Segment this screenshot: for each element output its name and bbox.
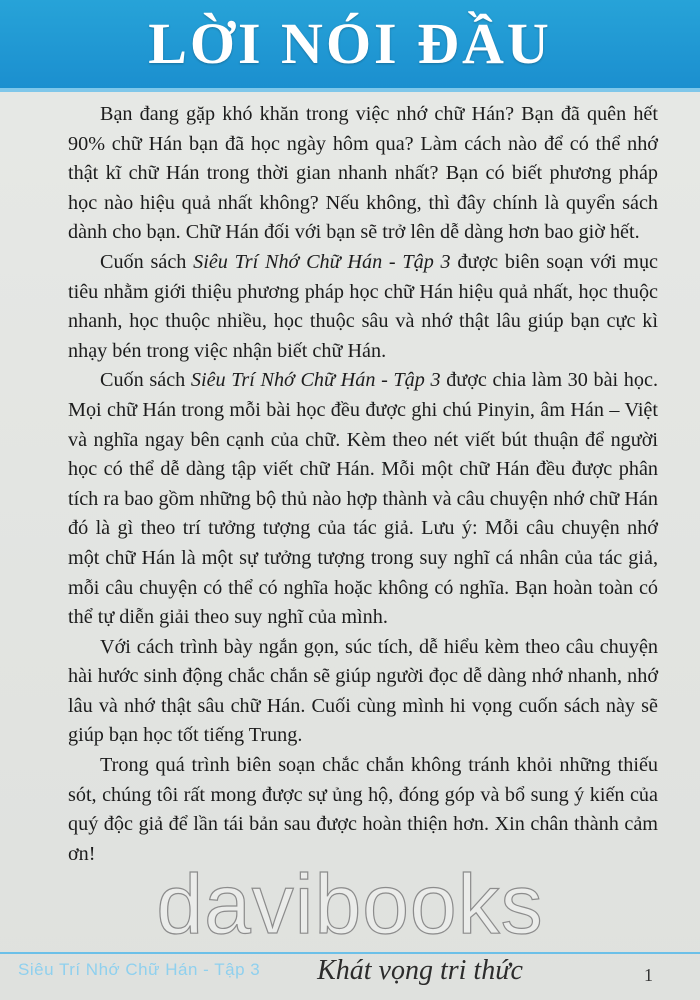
paragraph-5 (68, 751, 658, 869)
paragraph-3 (68, 366, 658, 632)
page-title: LỜI NÓI ĐẦU (148, 11, 552, 76)
paragraph-text: Bạn đang gặp khó khăn trong việc nhớ chữ Hán? Bạn đã quên hết 90% chữ Hán bạn đã học ngày hôm qua? Làm cách nào để có thể nhớ thật kĩ chữ Hán trong thời gian nhanh nhất? Bạn có biết phương pháp học nào hiệu quả nhất không? Nếu không, thì đây chính là quyển sách dành cho bạn. Chữ Hán đối với bạn sẽ trở lên dễ dàng hơn bao giờ hết. (68, 103, 658, 244)
header-band (0, 0, 700, 92)
paragraph-text: Cuốn sách (100, 369, 191, 392)
paragraph-2 (68, 248, 658, 366)
paragraph-text: được chia làm 30 bài học. Mọi chữ Hán trong mỗi bài học đều được ghi chú Pinyin, âm Hán – Việt và nghĩa ngay bên cạnh của chữ. Kèm theo nét viết bút thuận để người học có thể dễ dàng tập viết chữ Hán. Mỗi một chữ Hán đều được phân tích ra bao gồm những bộ thủ nào hợp thành và câu chuyện nhớ chữ Hán đó là gì theo trí tưởng tượng của tác giả. Lưu ý: Mỗi câu chuyện nhớ một chữ Hán là một sự tưởng tượng trong suy nghĩ cá nhân của tác giả, mỗi câu chuyện có thể có nghĩa hoặc không có nghĩa. Bạn hoàn toàn có thể tự diễn giải theo suy nghĩ của mình. (68, 369, 658, 629)
watermark-brand: davibooks (156, 857, 544, 951)
watermark-tagline: Khát vọng tri thức (317, 955, 523, 986)
paragraph-text: Cuốn sách (100, 250, 194, 273)
running-title: Siêu Trí Nhớ Chữ Hán - Tập 3 (18, 960, 261, 979)
paragraph-text: được biên soạn với mục tiêu nhằm giới thiệu phương pháp học chữ Hán hiệu quả nhất, học thuộc nhanh, học thuộc nhiều, học thuộc sâu và nhớ thật lâu giúp bạn cực kì nhạy bén trong việc nhận biết chữ Hán. (68, 250, 658, 362)
book-title-italic: Siêu Trí Nhớ Chữ Hán - Tập 3 (193, 250, 451, 273)
page-number: 1 (644, 965, 653, 985)
paragraph-4 (68, 633, 658, 751)
paragraph-text: Trong quá trình biên soạn chắc chắn không tránh khỏi những thiếu sót, chúng tôi rất mong được sự ủng hộ, đóng góp và bổ sung ý kiến của quý độc giả để lần tái bản sau được hoàn thiện hơn. Xin chân thành cảm ơn! (68, 754, 658, 865)
preface-body (68, 100, 658, 869)
paragraph-1 (68, 100, 658, 248)
book-title-italic: Siêu Trí Nhớ Chữ Hán - Tập 3 (190, 369, 441, 392)
paragraph-text: Với cách trình bày ngắn gọn, súc tích, dễ hiểu kèm theo câu chuyện hài hước sinh động chắc chắn sẽ giúp người đọc dễ dàng nhớ nhanh, nhớ lâu và nhớ thật sâu chữ Hán. Cuối cùng mình hi vọng cuốn sách này sẽ giúp bạn học tốt tiếng Trung. (68, 635, 658, 747)
